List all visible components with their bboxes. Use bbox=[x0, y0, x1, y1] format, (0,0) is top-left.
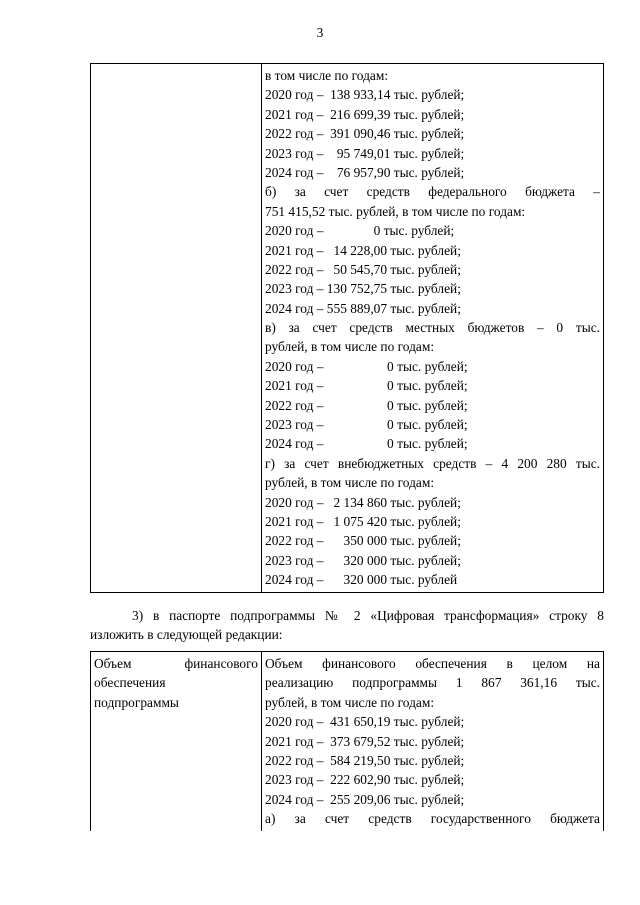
table1-line-6: б) за счет средств федерального бюджета – bbox=[265, 184, 600, 200]
table1-line-13: в) за счет средств местных бюджетов – 0 тыс. bbox=[265, 320, 600, 336]
table1-line-3: 2022 год – 391 090,46 тыс. рублей; bbox=[265, 126, 465, 142]
table1-line-23: 2021 год – 1 075 420 тыс. рублей; bbox=[265, 513, 461, 529]
table2-left-cell bbox=[91, 652, 262, 831]
paragraph-line-2: изложить в следующей редакции: bbox=[90, 627, 283, 642]
table1-line-7: 751 415,52 тыс. рублей, в том числе по годам: bbox=[265, 203, 526, 219]
table2-line-0: Объем финансового обеспечения в целом на bbox=[265, 656, 600, 671]
table1-line-21: рублей, в том числе по годам: bbox=[265, 475, 435, 491]
financing-table-continued bbox=[90, 63, 604, 593]
table2-left-line-1: обеспечения bbox=[94, 675, 166, 691]
paragraph-line-1: 3) в паспорте подпрограммы № 2 «Цифровая трансформация» строку 8 bbox=[132, 608, 604, 623]
table2-left-line-0: Объем финансового bbox=[94, 656, 258, 671]
table2-line-3: 2020 год – 431 650,19 тыс. рублей; bbox=[265, 714, 465, 730]
table2-right-cell bbox=[262, 652, 604, 831]
table1-line-4: 2023 год – 95 749,01 тыс. рублей; bbox=[265, 145, 465, 161]
table1-line-20: г) за счет внебюджетных средств – 4 200 280 тыс. bbox=[265, 455, 600, 471]
table2-left-line-2: подпрограммы bbox=[94, 694, 179, 710]
table1-line-14: рублей, в том числе по годам: bbox=[265, 339, 435, 355]
table1-line-11: 2023 год – 130 752,75 тыс. рублей; bbox=[265, 281, 461, 297]
table1-line-26: 2024 год – 320 000 тыс. рублей bbox=[265, 572, 458, 588]
table2-line-1: реализацию подпрограммы 1 867 361,16 тыс. bbox=[265, 675, 600, 691]
table1-line-15: 2020 год – 0 тыс. рублей; bbox=[265, 358, 468, 374]
table1-line-22: 2020 год – 2 134 860 тыс. рублей; bbox=[265, 494, 461, 510]
table1-line-2: 2021 год – 216 699,39 тыс. рублей; bbox=[265, 106, 465, 122]
table1-line-17: 2022 год – 0 тыс. рублей; bbox=[265, 397, 468, 413]
table2-line-2: рублей, в том числе по годам: bbox=[265, 694, 435, 710]
table1-line-1: 2020 год – 138 933,14 тыс. рублей; bbox=[265, 87, 465, 103]
table1-line-25: 2023 год – 320 000 тыс. рублей; bbox=[265, 552, 461, 568]
table1-line-12: 2024 год – 555 889,07 тыс. рублей; bbox=[265, 300, 461, 316]
table1-line-9: 2021 год – 14 228,00 тыс. рублей; bbox=[265, 242, 461, 258]
table2-line-5: 2022 год – 584 219,50 тыс. рублей; bbox=[265, 752, 465, 768]
table2-line-6: 2023 год – 222 602,90 тыс. рублей; bbox=[265, 772, 465, 788]
page-number: 3 bbox=[316, 25, 324, 40]
table2-line-7: 2024 год – 255 209,06 тыс. рублей; bbox=[265, 791, 465, 807]
table1-line-8: 2020 год – 0 тыс. рублей; bbox=[265, 223, 455, 239]
table1-line-19: 2024 год – 0 тыс. рублей; bbox=[265, 436, 468, 452]
table1-right-cell bbox=[262, 64, 604, 593]
table1-line-10: 2022 год – 50 545,70 тыс. рублей; bbox=[265, 261, 461, 277]
financing-table bbox=[90, 651, 604, 831]
table1-line-16: 2021 год – 0 тыс. рублей; bbox=[265, 378, 468, 394]
table1-line-5: 2024 год – 76 957,90 тыс. рублей; bbox=[265, 164, 465, 180]
table1-left-cell bbox=[91, 64, 262, 593]
table1-line-18: 2023 год – 0 тыс. рублей; bbox=[265, 417, 468, 433]
table2-line-8: а) за счет средств государственного бюджета bbox=[265, 811, 600, 827]
table1-line-0: в том числе по годам: bbox=[265, 68, 389, 83]
table1-line-24: 2022 год – 350 000 тыс. рублей; bbox=[265, 533, 461, 549]
table2-line-4: 2021 год – 373 679,52 тыс. рублей; bbox=[265, 733, 465, 749]
